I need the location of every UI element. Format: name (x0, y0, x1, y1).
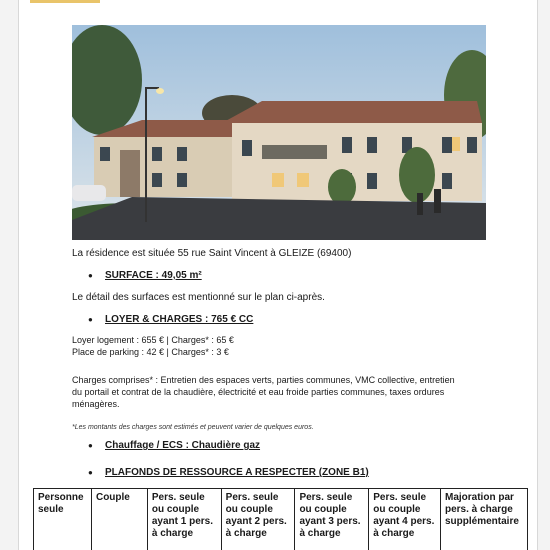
table-header-cell: Couple (91, 489, 147, 550)
charges-line-3: ménagères. (72, 399, 120, 409)
table-header-cell: Pers. seule ou couple ayant 4 pers. à charge (369, 489, 441, 550)
charges-line-1: Charges comprises* : Entretien des espaces verts, parties communes, VMC collective, entretien (72, 375, 455, 385)
table-header-cell: Pers. seule ou couple ayant 3 pers. à charge (295, 489, 369, 550)
plafonds-heading: PLAFONDS DE RESSOURCE A RESPECTER (ZONE B1) (105, 467, 369, 478)
surface-detail: Le détail des surfaces est mentionné sur le plan ci-après. (72, 292, 325, 303)
chauffage-heading: Chauffage / ECS : Chaudière gaz (105, 440, 261, 451)
address-intro: La résidence est située 55 rue Saint Vincent à GLEIZE (69400) (72, 248, 352, 259)
table-header-cell: Majoration par pers. à charge supplémentaire (441, 489, 528, 550)
loyer-line-2: Place de parking : 42 € | Charges* : 3 € (72, 347, 229, 357)
header-accent (30, 0, 100, 3)
residence-photo (72, 25, 486, 240)
surface-heading: SURFACE : 49,05 m² (105, 270, 202, 281)
loyer-heading: LOYER & CHARGES : 765 € CC (105, 314, 254, 325)
charges-note: *Les montants des charges sont estimés et peuvent varier de quelques euros. (72, 424, 314, 431)
plafonds-table (33, 488, 528, 550)
charges-line-2: du portail et contrat de la chaudière, électricité et eau froide parties communes, taxes ordures (72, 387, 445, 397)
table-header-cell: Personne seule (34, 489, 92, 550)
loyer-line-1: Loyer logement : 655 € | Charges* : 65 € (72, 335, 234, 345)
table-row (34, 489, 528, 550)
table-header-cell: Pers. seule ou couple ayant 1 pers. à charge (147, 489, 221, 550)
table-header-cell: Pers. seule ou couple ayant 2 pers. à charge (221, 489, 295, 550)
